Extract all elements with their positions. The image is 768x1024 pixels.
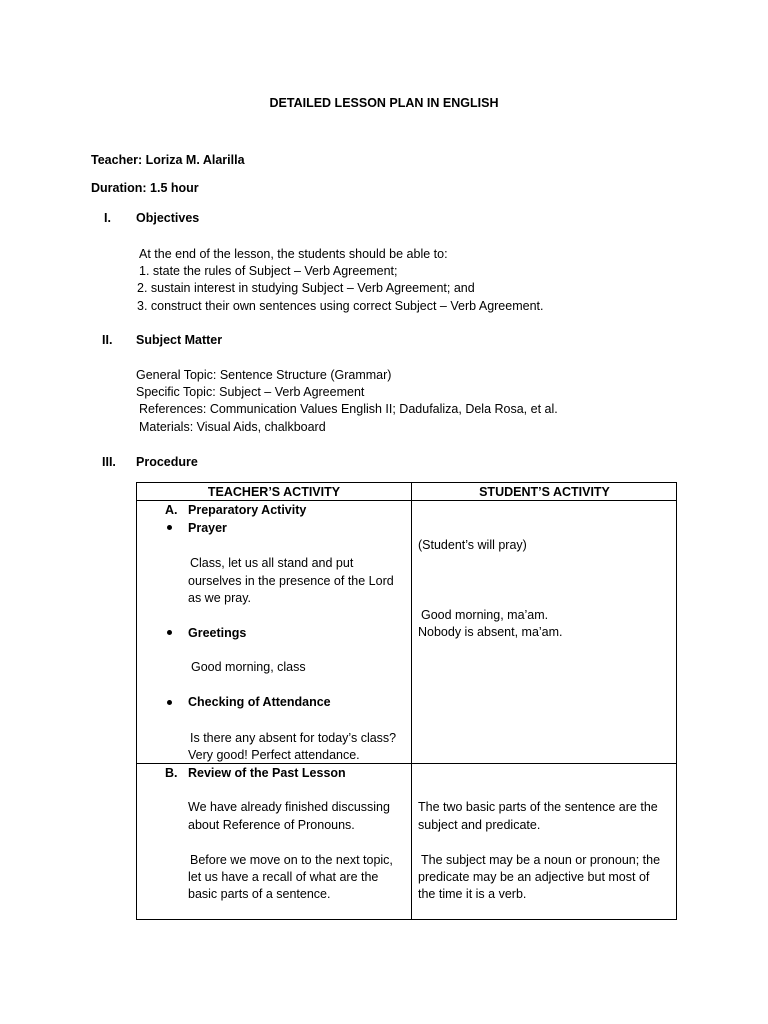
review-student-text: subject and predicate. <box>418 818 541 832</box>
student-pray-response: (Student’s will pray) <box>418 538 527 552</box>
section-heading-objectives: Objectives <box>136 211 200 225</box>
prayer-label: Prayer <box>188 521 227 535</box>
greetings-label: Greetings <box>188 626 247 640</box>
page-title: DETAILED LESSON PLAN IN ENGLISH <box>269 96 499 110</box>
bullet-icon <box>167 525 172 530</box>
review-student-text: the time it is a verb. <box>418 887 527 901</box>
objective-item: 1. state the rules of Subject – Verb Agreement; <box>139 264 398 278</box>
student-activity-header: STUDENT’S ACTIVITY <box>479 485 610 499</box>
review-student-text: predicate may be an adjective but most of <box>418 870 650 884</box>
objective-item: 3. construct their own sentences using correct Subject – Verb Agreement. <box>137 299 544 313</box>
step-letter-a: A. <box>165 503 178 517</box>
attendance-text: Very good! Perfect attendance. <box>188 748 360 762</box>
section-number-objectives: I. <box>104 211 111 225</box>
references: References: Communication Values English II; Dadufaliza, Dela Rosa, et al. <box>139 402 558 416</box>
bullet-icon <box>167 630 172 635</box>
review-student-text: The subject may be a noun or pronoun; the <box>421 853 661 867</box>
preparatory-activity-heading: Preparatory Activity <box>188 503 307 517</box>
review-heading: Review of the Past Lesson <box>188 766 346 780</box>
objectives-intro: At the end of the lesson, the students should be able to: <box>139 247 448 261</box>
review-student-text: The two basic parts of the sentence are the <box>418 800 658 814</box>
section-heading-procedure: Procedure <box>136 455 198 469</box>
bullet-icon <box>167 700 172 705</box>
prayer-text: as we pray. <box>188 591 251 605</box>
materials: Materials: Visual Aids, chalkboard <box>139 420 326 434</box>
review-teacher-text: We have already finished discussing <box>188 800 390 814</box>
review-teacher-text: basic parts of a sentence. <box>188 887 331 901</box>
specific-topic: Specific Topic: Subject – Verb Agreement <box>136 385 365 399</box>
objective-item: 2. sustain interest in studying Subject – Verb Agreement; and <box>137 281 475 295</box>
student-greet-response: Good morning, ma’am. <box>421 608 549 622</box>
section-heading-subject-matter: Subject Matter <box>136 333 223 347</box>
greetings-text: Good morning, class <box>191 660 306 674</box>
teacher-name: Teacher: Loriza M. Alarilla <box>91 153 245 167</box>
review-teacher-text: about Reference of Pronouns. <box>188 818 355 832</box>
attendance-label: Checking of Attendance <box>188 695 331 709</box>
step-letter-b: B. <box>165 766 178 780</box>
section-number-procedure: III. <box>102 455 116 469</box>
section-number-subject-matter: II. <box>102 333 113 347</box>
prayer-text: Class, let us all stand and put <box>190 556 354 570</box>
prayer-text: ourselves in the presence of the Lord <box>188 574 394 588</box>
review-teacher-text: let us have a recall of what are the <box>188 870 379 884</box>
teacher-activity-header: TEACHER’S ACTIVITY <box>207 485 341 499</box>
review-teacher-text: Before we move on to the next topic, <box>190 853 393 867</box>
attendance-text: Is there any absent for today’s class? <box>190 731 397 745</box>
lesson-duration: Duration: 1.5 hour <box>91 181 199 195</box>
general-topic: General Topic: Sentence Structure (Grammar) <box>136 368 392 382</box>
student-absent-response: Nobody is absent, ma’am. <box>418 625 563 639</box>
table-column-divider <box>411 482 412 920</box>
